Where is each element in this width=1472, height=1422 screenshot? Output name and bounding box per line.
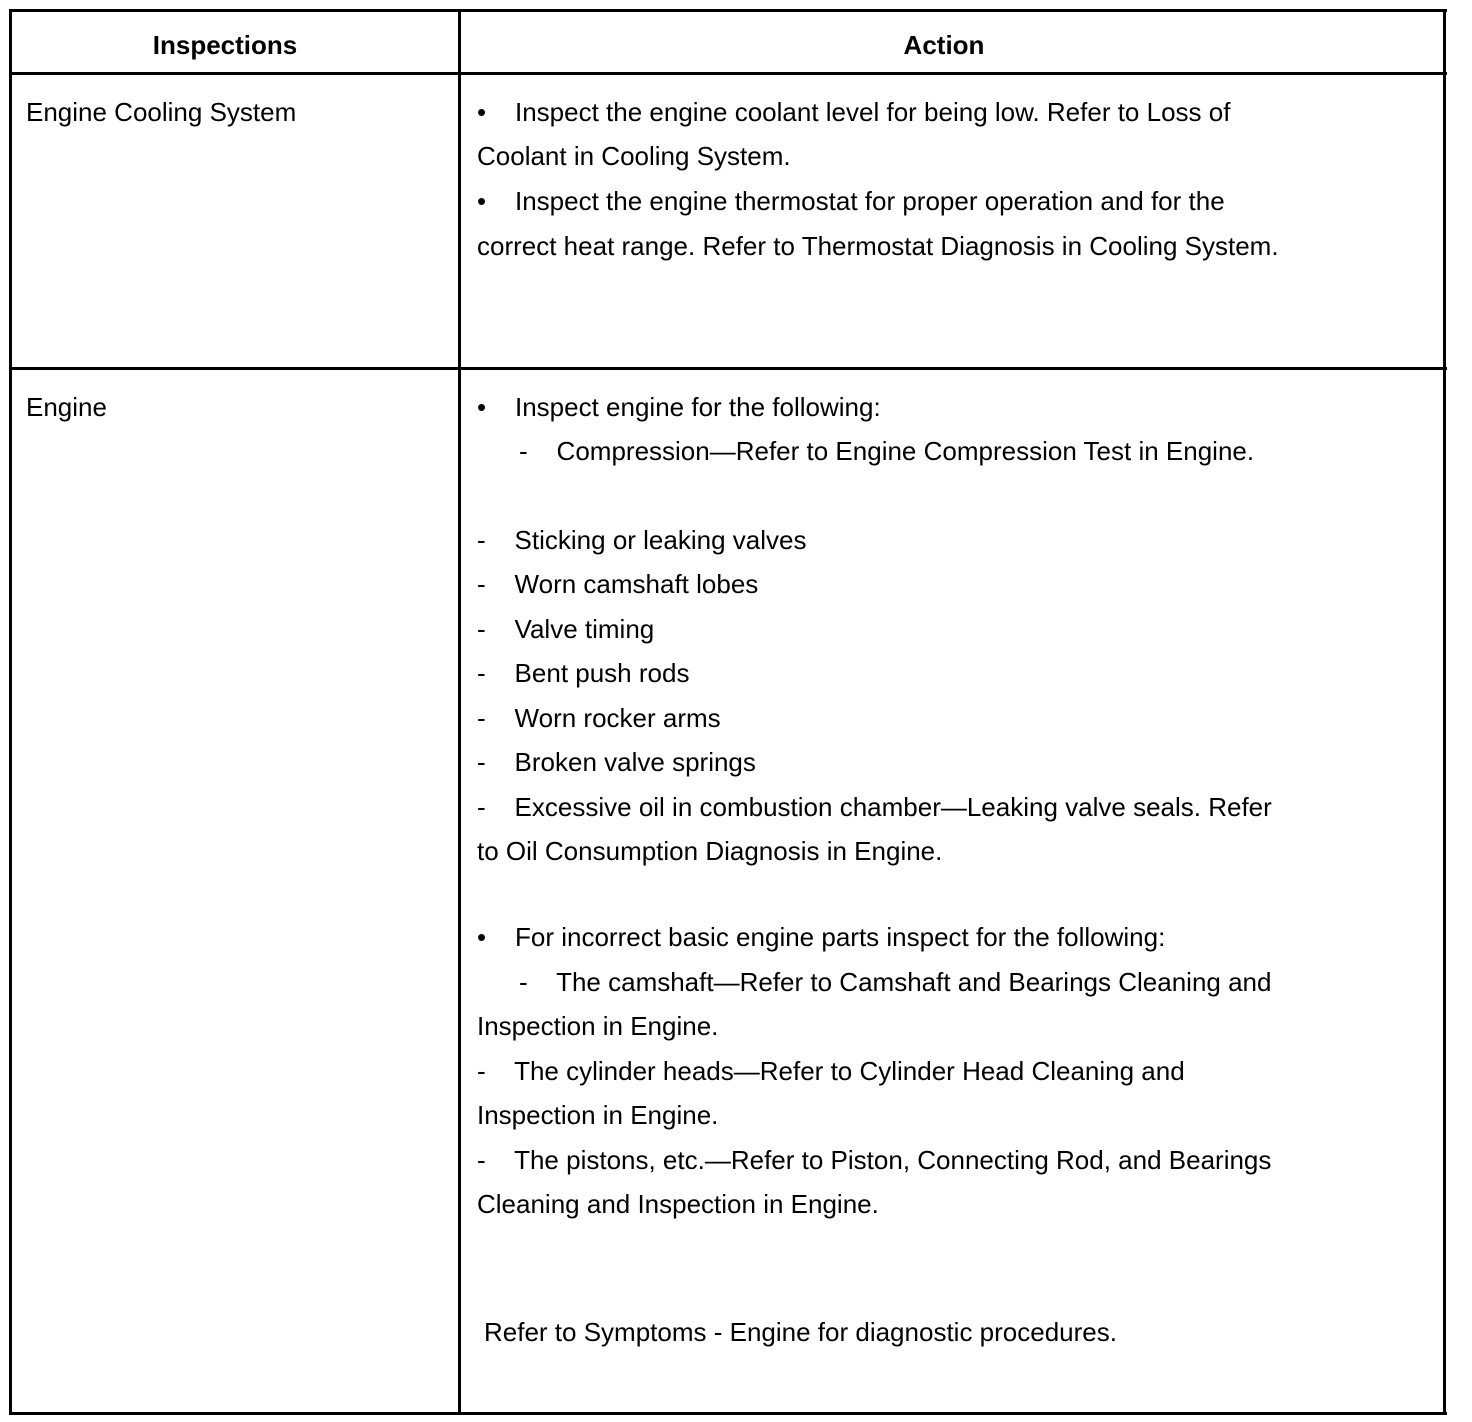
table-border-top: [9, 9, 1447, 12]
action-line: - Bent push rods: [477, 658, 690, 688]
action-line: - Compression—Refer to Engine Compression Test in Engine.: [519, 436, 1255, 466]
diagnostic-procedures-note: Refer to Symptoms - Engine for diagnostic procedures.: [484, 1317, 1117, 1347]
header-inspections: Inspections: [152, 30, 298, 60]
action-line: - Excessive oil in combustion chamber—Leaking valve seals. Refer: [477, 792, 1272, 822]
action-line: Inspection in Engine.: [477, 1100, 719, 1130]
column-divider: [458, 9, 461, 1415]
header-action: Action: [903, 30, 985, 60]
action-line: - The cylinder heads—Refer to Cylinder Head Cleaning and: [477, 1056, 1185, 1086]
action-line: - Sticking or leaking valves: [477, 525, 807, 555]
action-line: to Oil Consumption Diagnosis in Engine.: [477, 836, 943, 866]
action-line: Coolant in Cooling System.: [477, 141, 791, 171]
row-divider: [9, 367, 1447, 370]
action-line: Cleaning and Inspection in Engine.: [477, 1189, 879, 1219]
action-line: Inspection in Engine.: [477, 1011, 719, 1041]
action-line: • Inspect the engine coolant level for being low. Refer to Loss of: [477, 97, 1231, 127]
action-line: - Broken valve springs: [477, 747, 756, 777]
action-line: • For incorrect basic engine parts inspect for the following:: [477, 922, 1166, 952]
action-line: - Worn camshaft lobes: [477, 569, 759, 599]
table-border-left: [9, 9, 12, 1415]
header-divider: [9, 72, 1447, 75]
action-line: • Inspect engine for the following:: [477, 392, 881, 422]
table-border-right: [1443, 9, 1446, 1415]
table-border-bottom: [9, 1412, 1447, 1415]
action-line: - Worn rocker arms: [477, 703, 721, 733]
inspection-cell-engine-cooling-system: Engine Cooling System: [26, 97, 297, 127]
action-line: correct heat range. Refer to Thermostat Diagnosis in Cooling System.: [477, 231, 1279, 261]
action-line: - The pistons, etc.—Refer to Piston, Connecting Rod, and Bearings: [477, 1145, 1272, 1175]
inspection-cell-engine: Engine: [26, 392, 107, 422]
action-line: • Inspect the engine thermostat for proper operation and for the: [477, 186, 1225, 216]
action-line: - Valve timing: [477, 614, 655, 644]
action-line: - The camshaft—Refer to Camshaft and Bearings Cleaning and: [519, 967, 1272, 997]
